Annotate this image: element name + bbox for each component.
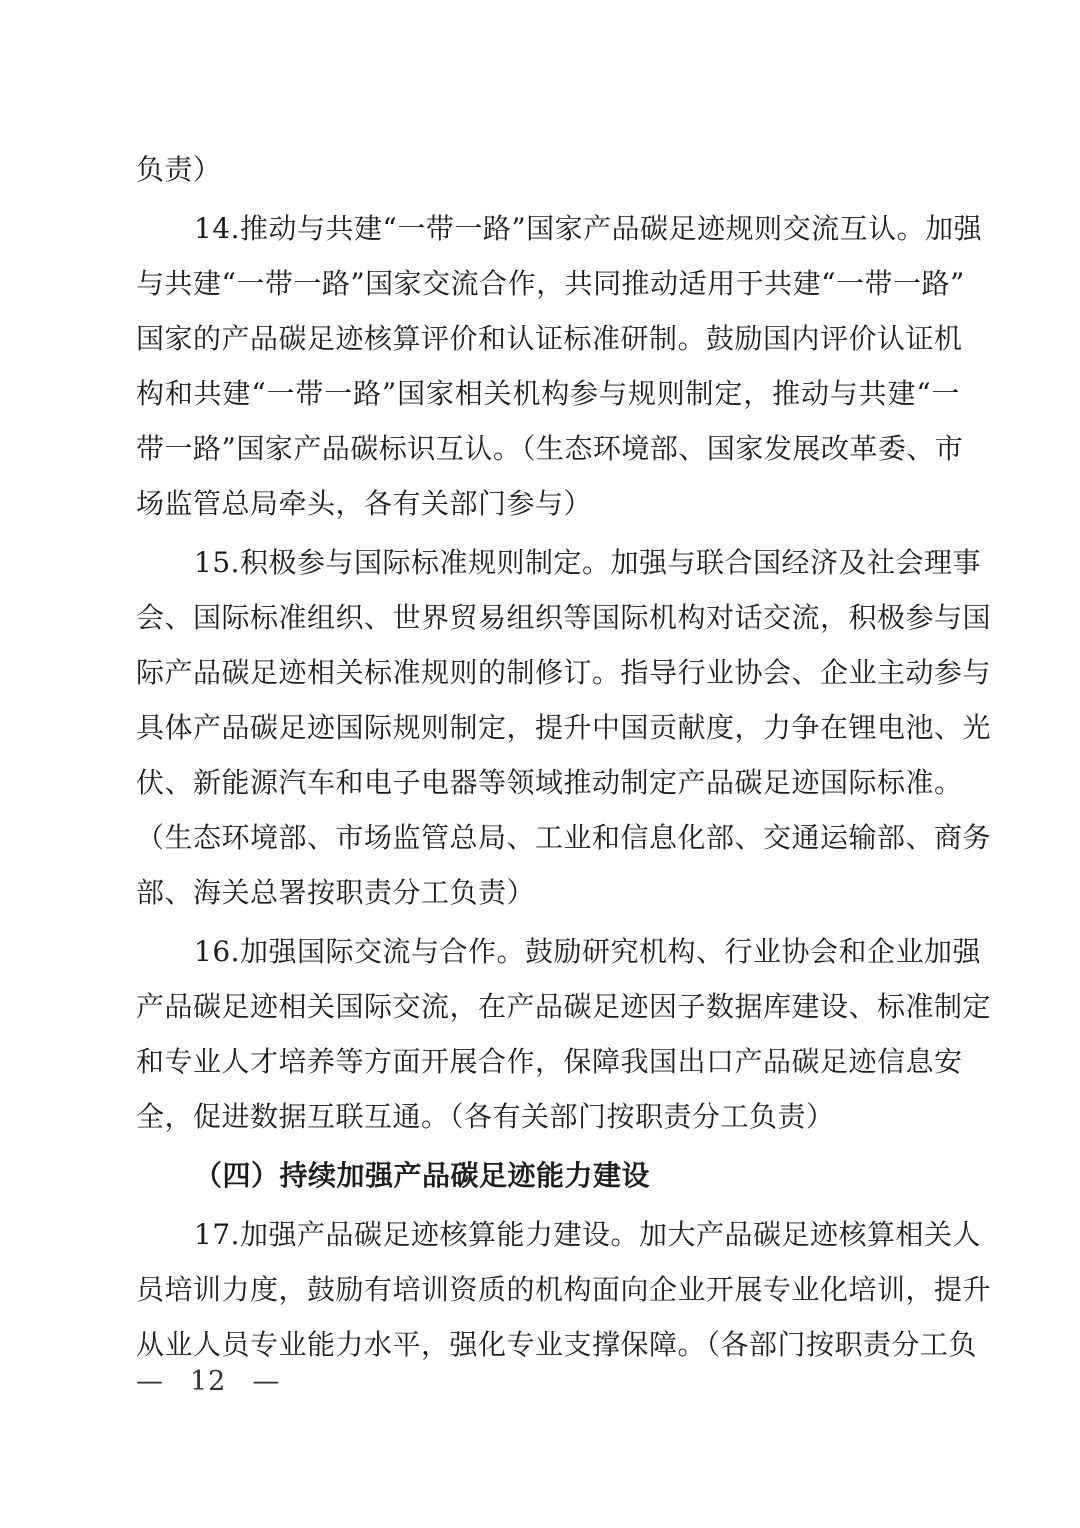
text-line: 国家的产品碳足迹核算评价和认证标准研制。鼓励国内评价认证机 xyxy=(136,322,963,355)
text-line: 会、国际标准组织、世界贸易组织等国际机构对话交流，积极参与国 xyxy=(136,601,992,634)
text-line: 场监管总局牵头，各有关部门参与） xyxy=(136,487,593,520)
text-line: （四）持续加强产品碳足迹能力建设 xyxy=(194,1159,651,1192)
text-line: 产品碳足迹相关国际交流，在产品碳足迹因子数据库建设、标准制定 xyxy=(136,990,992,1023)
page-number: 12 xyxy=(190,1366,227,1397)
text-line: 负责） xyxy=(136,153,222,186)
text-line: 构和共建“一带一路”国家相关机构参与规则制定，推动与共建“一 xyxy=(136,377,960,410)
paragraph-13-continuation xyxy=(136,142,960,197)
section-heading-4 xyxy=(136,1148,960,1203)
text-line: 16.加强国际交流与合作。鼓励研究机构、行业协会和企业加强 xyxy=(194,935,982,968)
text-line: 际产品碳足迹相关标准规则的制修订。指导行业协会、企业主动参与 xyxy=(136,656,992,689)
page-footer xyxy=(136,1362,280,1402)
text-line: 具体产品碳足迹国际规则制定，提升中国贡献度，力争在锂电池、光 xyxy=(136,711,992,744)
text-line: 全，促进数据互联互通。（各有关部门按职责分工负责） xyxy=(136,1100,835,1133)
paragraph-17 xyxy=(136,1207,992,1372)
paragraph-14 xyxy=(136,201,983,531)
paragraph-15 xyxy=(136,535,992,920)
text-line: 从业人员专业能力水平，强化专业支撑保障。（各部门按职责分工负 xyxy=(136,1328,978,1361)
text-line: 14.推动与共建“一带一路”国家产品碳足迹规则交流互认。加强 xyxy=(194,212,983,245)
text-line: 17.加强产品碳足迹核算能力建设。加大产品碳足迹核算相关人 xyxy=(194,1218,982,1251)
text-line: 部、海关总署按职责分工负责） xyxy=(136,876,536,909)
text-line: 15.积极参与国际标准规则制定。加强与联合国经济及社会理事 xyxy=(194,546,982,579)
text-line: 带一路”国家产品碳标识互认。（生态环境部、国家发展改革委、市 xyxy=(136,432,964,465)
footer-dash-right: — xyxy=(252,1366,281,1397)
text-line: 伏、新能源汽车和电子电器等领域推动制定产品碳足迹国际标准。 xyxy=(136,766,963,799)
text-line: （生态环境部、市场监管总局、工业和信息化部、交通运输部、商务 xyxy=(136,821,992,854)
paragraph-16 xyxy=(136,924,992,1144)
footer-dash-left: — xyxy=(136,1366,164,1397)
document-body xyxy=(136,142,992,1372)
text-line: 员培训力度，鼓励有培训资质的机构面向企业开展专业化培训，提升 xyxy=(136,1273,992,1306)
text-line: 和专业人才培养等方面开展合作，保障我国出口产品碳足迹信息安 xyxy=(136,1045,963,1078)
text-line: 与共建“一带一路”国家交流合作，共同推动适用于共建“一带一路” xyxy=(136,267,965,300)
